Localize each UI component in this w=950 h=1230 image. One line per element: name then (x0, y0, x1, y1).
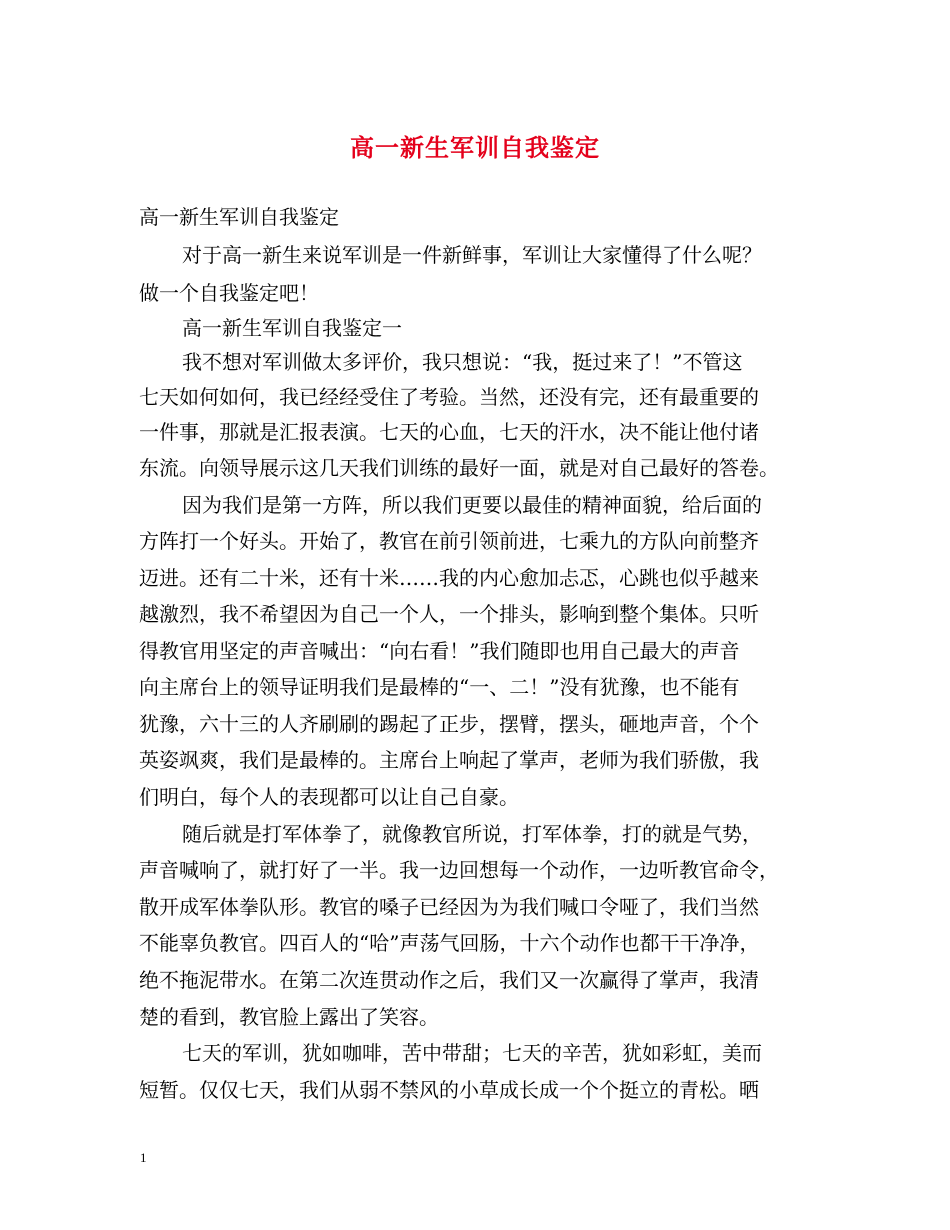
text-line: 我不想对军训做太多评价，我只想说：“我，挺过来了！”不管这 (182, 350, 743, 374)
text-line: 向主席台上的领导证明我们是最棒的“一、二！”没有犹豫，也不能有 (139, 675, 740, 699)
text-line: 迈进。还有二十米，还有十米……我的内心愈加忐忑，心跳也似乎越来 (139, 566, 759, 590)
text-line: 声音喊响了，就打好了一半。我一边回想每一个动作，一边听教官命令， (139, 858, 779, 882)
text-line: 犹豫，六十三的人齐刷刷的踢起了正步，摆臂，摆头，砸地声音，个个 (139, 712, 759, 736)
text-line: 短暂。仅仅七天，我们从弱不禁风的小草成长成一个个挺立的青松。晒 (139, 1078, 759, 1102)
text-line: 英姿飒爽，我们是最棒的。主席台上响起了掌声，老师为我们骄傲，我 (139, 748, 759, 772)
text-line: 们明白，每个人的表现都可以让自己自豪。 (139, 785, 519, 809)
text-line: 越激烈，我不希望因为自己一个人，一个排头，影响到整个集体。只听 (139, 602, 759, 626)
text-line: 散开成军体拳队形。教官的嗓子已经因为为我们喊口令哑了，我们当然 (139, 895, 759, 919)
text-line: 对于高一新生来说军训是一件新鲜事，军训让大家懂得了什么呢？ (182, 243, 762, 267)
document-title: 高一新生军训自我鉴定 (350, 134, 600, 162)
text-line: 七天如何如何，我已经经受住了考验。当然，还没有完，还有最重要的 (139, 385, 759, 409)
text-line: 楚的看到，教官脸上露出了笑容。 (139, 1005, 439, 1029)
text-line: 七天的军训，犹如咖啡，苦中带甜；七天的辛苦，犹如彩虹，美而 (182, 1041, 762, 1065)
page-number: 1 (140, 1150, 147, 1165)
text-line: 得教官用坚定的声音喊出：“向右看！”我们随即也用自己最大的声音 (139, 639, 740, 663)
text-line: 一件事，那就是汇报表演。七天的心血，七天的汗水，决不能让他付诸 (139, 420, 759, 444)
text-line: 做一个自我鉴定吧！ (139, 281, 319, 305)
text-line: 东流。向领导展示这几天我们训练的最好一面，就是对自己最好的答卷。 (139, 456, 779, 480)
text-line: 随后就是打军体拳了，就像教官所说，打军体拳，打的就是气势， (182, 822, 762, 846)
text-line: 不能辜负教官。四百人的“哈”声荡气回肠，十六个动作也都干干净净， (139, 931, 760, 955)
text-line: 方阵打一个好头。开始了，教官在前引领前进，七乘九的方队向前整齐 (139, 529, 759, 553)
text-line: 因为我们是第一方阵，所以我们更要以最佳的精神面貌，给后面的 (182, 493, 762, 517)
text-line: 绝不拖泥带水。在第二次连贯动作之后，我们又一次赢得了掌声，我清 (139, 968, 759, 992)
text-line: 高一新生军训自我鉴定一 (182, 316, 402, 340)
text-line: 高一新生军训自我鉴定 (139, 205, 339, 229)
